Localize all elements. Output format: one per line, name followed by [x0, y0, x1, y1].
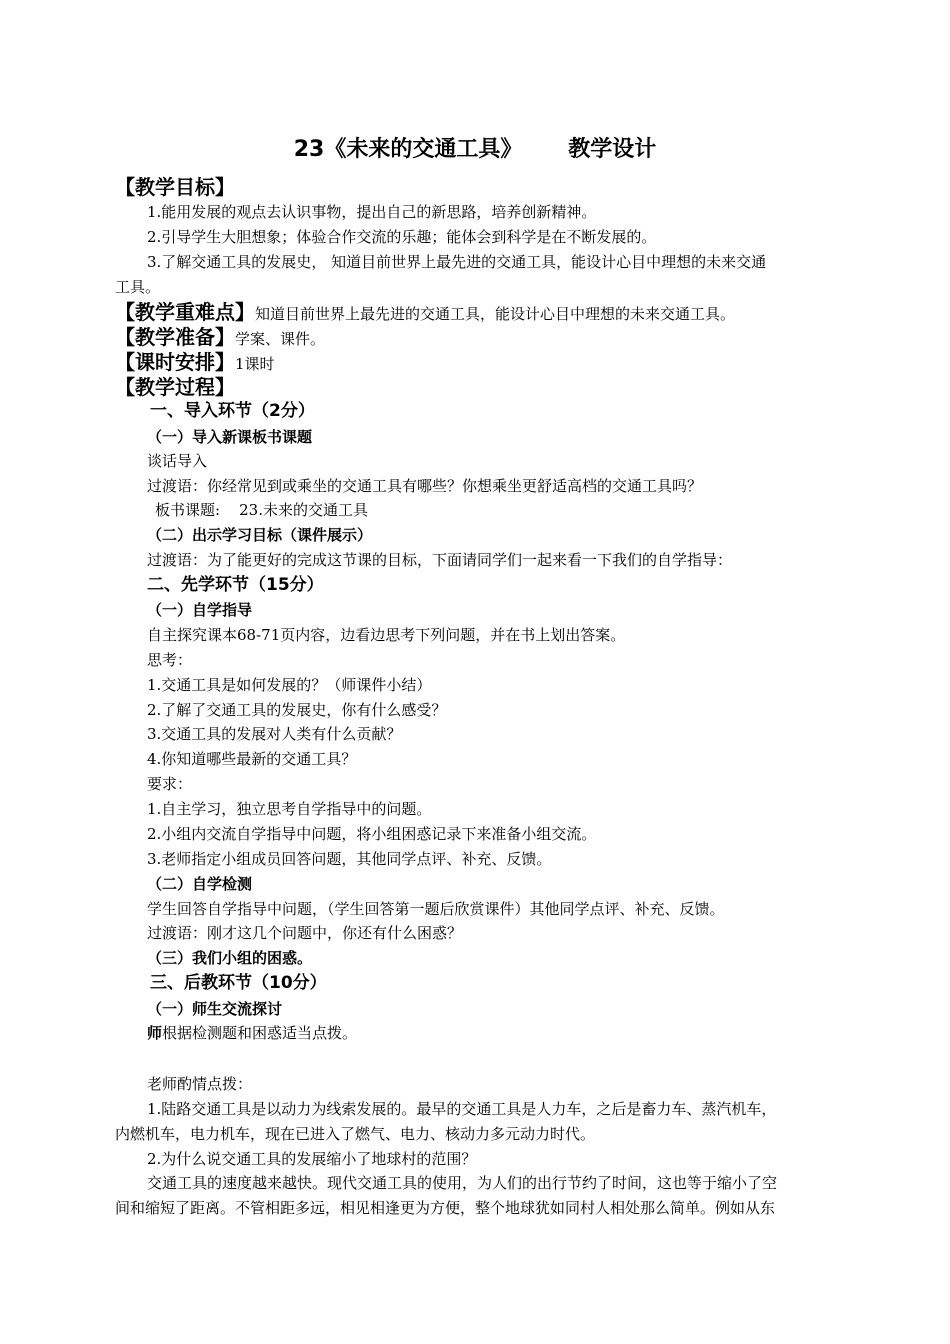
goal-item-3: 3.了解交通工具的发展史， 知道目前世界上最先进的交通工具，能设计心目中理想的未来交通: [147, 253, 767, 271]
self-study-instruction: 自主探究课本68-71页内容，边看边思考下列问题，并在书上划出答案。: [147, 626, 626, 644]
requirement-label: 要求：: [147, 775, 193, 793]
stage-1-sub-1: （一）导入新课板书课题: [147, 428, 313, 446]
section-schedule-label: 【课时安排】: [115, 350, 235, 374]
stage-2-sub-3: （三）我们小组的困惑。: [147, 949, 313, 967]
hint-paragraph-1-continued: 内燃机车，电力机车，现在已进入了燃气、电力、核动力多元动力时代。: [115, 1125, 596, 1143]
question-2: 2.了解了交通工具的发展史，你有什么感受？: [147, 701, 447, 719]
section-process-heading: 【教学过程】: [115, 375, 235, 399]
teacher-guidance-text: 根据检测题和困惑适当点拨。: [162, 1024, 358, 1042]
student-answer: 学生回答自学指导中问题，（学生回答第一题后欣赏课件）其他同学点评、补充、反馈。: [147, 900, 725, 918]
section-schedule-text: 1课时: [235, 355, 275, 373]
stage-2-sub-2: （二）自学检测: [147, 875, 253, 893]
page-title: 23《未来的交通工具》 教学设计: [293, 137, 657, 162]
talk-intro: 谈话导入: [147, 452, 208, 470]
hint-paragraph-1: 1.陆路交通工具是以动力为线索发展的。最早的交通工具是人力车，之后是畜力车、蒸汽机车，: [147, 1100, 777, 1118]
section-key-points: [115, 299, 845, 327]
requirement-3: 3.老师指定小组成员回答问题，其他同学点评、补充、反馈。: [147, 850, 552, 868]
section-goals-heading: 【教学目标】: [115, 175, 235, 199]
question-4: 4.你知道哪些最新的交通工具？: [147, 750, 357, 768]
transition-2: 过渡语：为了能更好的完成这节课的目标，下面请同学们一起来看一下我们的自学指导：: [147, 551, 733, 569]
requirement-1: 1.自主学习，独立思考自学指导中的问题。: [147, 800, 432, 818]
goal-item-1: 1.能用发展的观点去认识事物，提出自己的新思路，培养创新精神。: [147, 203, 597, 221]
teacher-hint-label: 老师酌情点拨：: [147, 1075, 253, 1093]
section-key-points-label: 【教学重难点】: [115, 300, 255, 324]
stage-1-sub-2: （二）出示学习目标（课件展示）: [147, 526, 373, 544]
stage-1-heading: 一、导入环节（2分）: [150, 401, 315, 421]
section-schedule: [115, 349, 845, 377]
transition-3: 过渡语：刚才这几个问题中，你还有什么困惑？: [147, 924, 463, 942]
section-preparation-text: 学案、课件。: [235, 330, 326, 348]
stage-2-sub-1: （一）自学指导: [147, 601, 253, 619]
stage-3-heading: 三、后教环节（10分）: [150, 973, 327, 993]
stage-2-heading: 二、先学环节（15分）: [147, 575, 324, 595]
teacher-guidance-bold: 师: [147, 1024, 163, 1042]
section-preparation: [115, 324, 845, 352]
hint-paragraph-2: 2.为什么说交通工具的发展缩小了地球村的范围？: [147, 1150, 477, 1168]
question-3: 3.交通工具的发展对人类有什么贡献？: [147, 725, 402, 743]
hint-paragraph-3: 交通工具的速度越来越快。现代交通工具的使用，为人们的出行节约了时间，这也等于缩小了空: [147, 1174, 778, 1192]
stage-3-sub-1: （一）师生交流探讨: [147, 1000, 283, 1018]
teacher-guidance: [147, 1021, 845, 1045]
board-title: 板书课题: 23.未来的交通工具: [155, 501, 368, 519]
requirement-2: 2.小组内交流自学指导中问题，将小组困惑记录下来准备小组交流。: [147, 825, 597, 843]
transition-1: 过渡语：你经常见到或乘坐的交通工具有哪些？你想乘坐更舒适高档的交通工具吗？: [147, 477, 703, 495]
hint-paragraph-3-continued: 间和缩短了距离。不管相距多远，相见相逢更为方便，整个地球犹如同村人相处那么简单。例如从东: [115, 1199, 776, 1217]
goal-item-3-continued: 工具。: [115, 278, 161, 296]
section-preparation-label: 【教学准备】: [115, 325, 235, 349]
section-key-points-text: 知道目前世界上最先进的交通工具，能设计心目中理想的未来交通工具。: [255, 305, 736, 323]
question-1: 1.交通工具是如何发展的？（师课件小结）: [147, 676, 432, 694]
goal-item-2: 2.引导学生大胆想象；体验合作交流的乐趣；能体会到科学是在不断发展的。: [147, 228, 657, 246]
think-label: 思考：: [147, 651, 193, 669]
